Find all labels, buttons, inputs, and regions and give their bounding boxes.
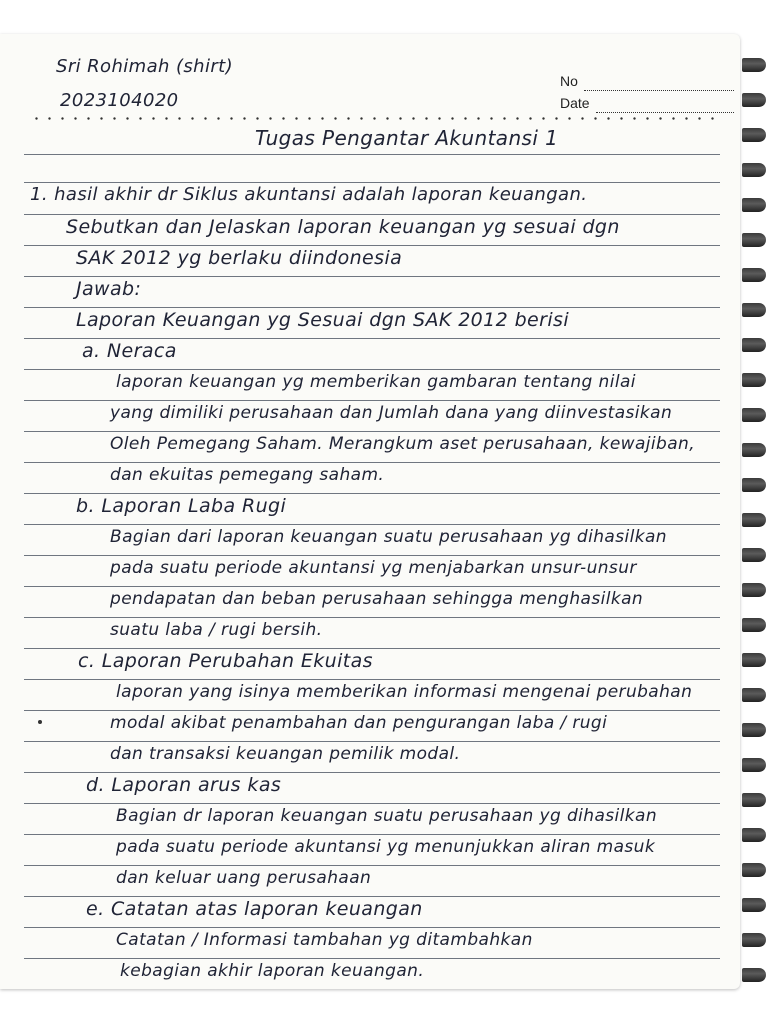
spiral-ring [742, 198, 766, 212]
item-c-text-2: modal akibat penambahan dan pengurangan laba / rugi [110, 713, 608, 733]
spiral-ring [742, 58, 766, 72]
item-d-text-3: dan keluar uang perusahaan [116, 868, 372, 888]
rule-line [24, 896, 720, 897]
item-e-text-2: kebagian akhir laporan keuangan. [120, 961, 425, 981]
rule-line [24, 586, 720, 587]
item-e-heading: e. Catatan atas laporan keuangan [86, 898, 423, 920]
spiral-ring [742, 793, 766, 807]
rule-line [24, 214, 720, 215]
spiral-ring [742, 128, 766, 142]
item-b-text-3: pendapatan dan beban perusahaan sehingga menghasilkan [110, 589, 644, 609]
item-a-text-4: dan ekuitas pemegang saham. [110, 465, 385, 485]
item-b-heading: b. Laporan Laba Rugi [76, 495, 287, 517]
assignment-title: Tugas Pengantar Akuntansi 1 [255, 126, 559, 150]
item-d-text-1: Bagian dr laporan keuangan suatu perusahaan yg dihasilkan [116, 806, 658, 826]
ink-dot [38, 720, 42, 724]
rule-line [24, 927, 720, 928]
spiral-ring [742, 373, 766, 387]
item-a-text-2: yang dimiliki perusahaan dan Jumlah dana yang diinvestasikan [110, 403, 673, 423]
spiral-ring [742, 618, 766, 632]
item-d-text-2: pada suatu periode akuntansi yg menunjukkan aliran masuk [116, 837, 656, 857]
question-line-3: SAK 2012 yg berlaku diindonesia [76, 247, 403, 269]
header-dotted-divider [30, 117, 714, 120]
spiral-ring [742, 688, 766, 702]
rule-line [24, 834, 720, 835]
item-b-text-1: Bagian dari laporan keuangan suatu perusahaan yg dihasilkan [110, 527, 667, 547]
no-label: No [560, 73, 578, 89]
rule-line [24, 462, 720, 463]
spiral-ring [742, 583, 766, 597]
rule-line [24, 958, 720, 959]
spiral-ring [742, 338, 766, 352]
spiral-ring [742, 233, 766, 247]
spiral-ring [742, 968, 766, 982]
spiral-ring [742, 408, 766, 422]
question-line-2: Sebutkan dan Jelaskan laporan keuangan yg sesuai dgn [66, 216, 620, 238]
item-a-heading: a. Neraca [82, 340, 177, 362]
rule-line [24, 369, 720, 370]
item-a-text-3: Oleh Pemegang Saham. Merangkum aset perusahaan, kewajiban, [110, 434, 696, 454]
item-e-text-1: Catatan / Informasi tambahan yg ditambahkan [116, 930, 533, 950]
spiral-ring [742, 653, 766, 667]
spiral-ring [742, 268, 766, 282]
rule-line [24, 865, 720, 866]
rule-line [24, 679, 720, 680]
rule-line [24, 648, 720, 649]
item-c-text-3: dan transaksi keuangan pemilik modal. [110, 744, 461, 764]
spiral-ring [742, 513, 766, 527]
rule-line [24, 182, 720, 183]
spiral-ring [742, 93, 766, 107]
student-id: 2023104020 [60, 90, 179, 111]
rule-line [24, 741, 720, 742]
rule-line [24, 555, 720, 556]
spiral-ring [742, 863, 766, 877]
spiral-ring [742, 933, 766, 947]
spiral-ring [742, 478, 766, 492]
spiral-ring [742, 723, 766, 737]
rule-line [24, 710, 720, 711]
notebook-page [0, 34, 740, 989]
rule-line [24, 772, 720, 773]
rule-line [24, 524, 720, 525]
rule-line [24, 307, 720, 308]
item-c-text-1: laporan yang isinya memberikan informasi mengenai perubahan [116, 682, 693, 702]
item-b-text-4: suatu laba / rugi bersih. [110, 620, 323, 640]
item-b-text-2: pada suatu periode akuntansi yg menjabarkan unsur-unsur [110, 558, 637, 578]
item-a-text-1: laporan keuangan yg memberikan gambaran tentang nilai [116, 372, 636, 392]
date-label: Date [560, 95, 590, 111]
answer-intro: Laporan Keuangan yg Sesuai dgn SAK 2012 berisi [76, 309, 570, 331]
spiral-ring [742, 303, 766, 317]
rule-line [24, 617, 720, 618]
student-name: Sri Rohimah (shirt) [56, 56, 234, 77]
spiral-ring [742, 443, 766, 457]
spiral-ring [742, 828, 766, 842]
spiral-ring [742, 163, 766, 177]
spiral-ring [742, 898, 766, 912]
rule-line [24, 245, 720, 246]
rule-line [24, 276, 720, 277]
spiral-ring [742, 548, 766, 562]
spiral-binding [740, 34, 768, 989]
rule-line [24, 431, 720, 432]
item-d-heading: d. Laporan arus kas [86, 774, 282, 796]
rule-line [24, 803, 720, 804]
no-dotted-line [584, 90, 734, 91]
rule-line [24, 338, 720, 339]
spiral-ring [742, 758, 766, 772]
rule-line [24, 154, 720, 155]
item-c-heading: c. Laporan Perubahan Ekuitas [78, 650, 373, 672]
date-dotted-line [596, 112, 734, 113]
answer-label: Jawab: [76, 278, 142, 300]
rule-line [24, 493, 720, 494]
rule-line [24, 400, 720, 401]
question-line-1: 1. hasil akhir dr Siklus akuntansi adalah laporan keuangan. [30, 184, 588, 205]
